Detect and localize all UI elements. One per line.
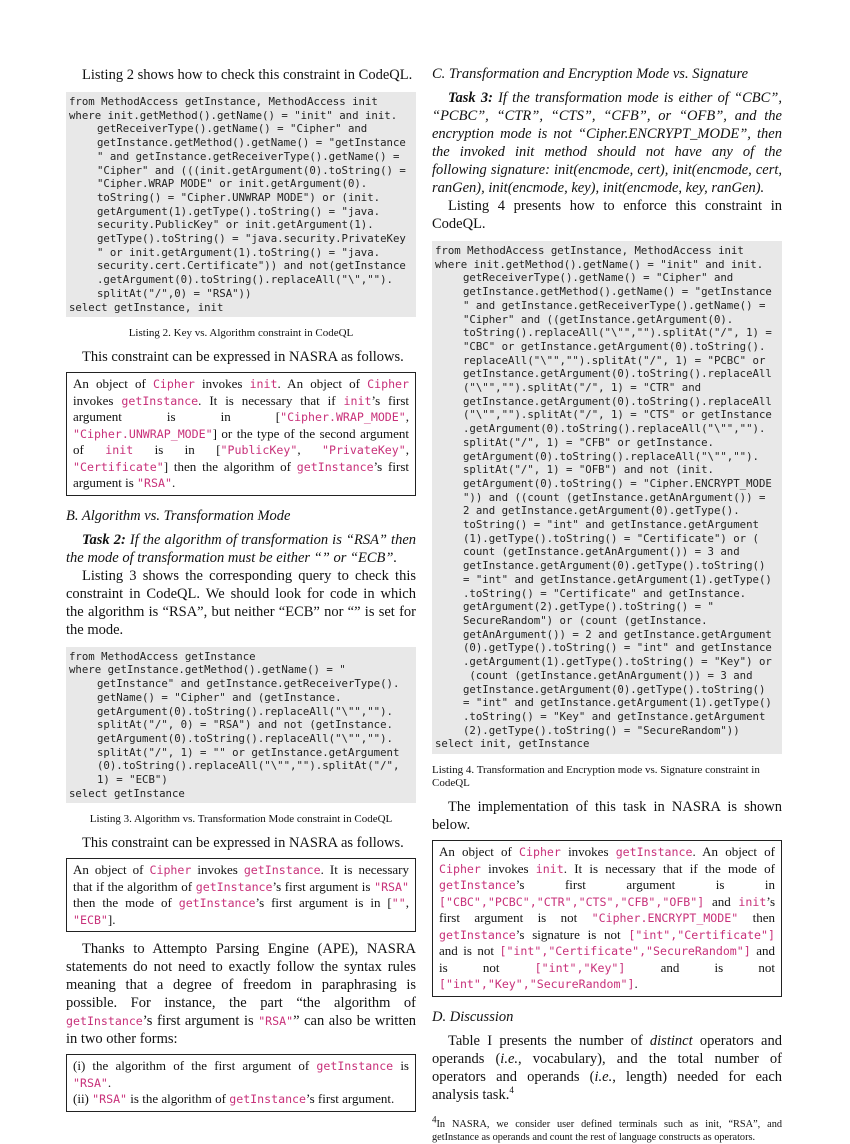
code-term: ["int","Certificate"] xyxy=(628,927,775,942)
text-run: is in [ xyxy=(133,442,221,458)
disc-text-3: , vocabulary), and the total number of operators and operands ( xyxy=(432,1050,782,1085)
disc-ie-2: i.e. xyxy=(594,1068,613,1085)
code-term: "ECB" xyxy=(73,912,108,927)
code-term: "Certificate" xyxy=(73,459,164,474)
listing-4-caption: Listing 4. Transformation and Encryption mode vs. Signature constraint in CodeQL xyxy=(432,764,760,790)
text-run: and is not xyxy=(439,943,500,959)
code-term: ["int","Key","SecureRandom"] xyxy=(439,977,635,992)
text-run: invokes xyxy=(480,860,536,876)
text-run: (ii) xyxy=(73,1091,93,1107)
code-term: "RSA" xyxy=(92,1092,128,1107)
code-line: getArgument(1).getType().toString() = "java. xyxy=(97,204,381,218)
code-term: "Cipher.ENCRYPT_MODE" xyxy=(591,911,739,926)
code-line: getInstance.getArgument(0).toString().replaceAll xyxy=(463,367,772,381)
section-d-heading: D. Discussion xyxy=(432,1008,514,1025)
code-line: getType().toString() = "java.security.PrivateKey xyxy=(97,232,406,246)
text-run: , xyxy=(405,442,409,458)
text-run: and is not xyxy=(439,943,775,975)
code-line: "CBC" or getInstance.getArgument(0).toString(). xyxy=(463,339,766,353)
code-term: "PrivateKey" xyxy=(321,443,406,458)
nasra-expr-intro-2: This constraint can be expressed in NASRA as follows. xyxy=(82,835,404,852)
code-line: select getInstance, init xyxy=(69,300,224,314)
text-run: . xyxy=(634,976,638,992)
left-column xyxy=(66,66,416,1120)
text-run: ’s first argument is in xyxy=(515,877,775,893)
code-line: replaceAll("\"","").splitAt("/", 1) = "PCBC" or xyxy=(463,353,766,367)
implementation-intro: The implementation of this task in NASRA is shown below. xyxy=(432,799,782,834)
section-b-heading: B. Algorithm vs. Transformation Mode xyxy=(66,507,291,524)
listing4-intro: Listing 4 presents how to enforce this constraint in CodeQL. xyxy=(432,198,782,232)
text-run: ’s signature is not xyxy=(515,926,629,942)
code-term: "RSA" xyxy=(73,1075,108,1090)
text-run: , xyxy=(405,409,409,425)
code-term: ["int","Key"] xyxy=(534,960,626,975)
footnote xyxy=(432,1114,782,1144)
code-line: toString().replaceAll("\"","").splitAt("/", 1) = xyxy=(463,326,772,340)
code-term: getInstance xyxy=(615,845,693,860)
code-term: "Cipher.WRAP_MODE" xyxy=(280,410,406,425)
text-run: ’s first argument is in [ xyxy=(73,392,409,425)
code-line: splitAt("/", 0) = "RSA") and not (getInstance. xyxy=(97,718,393,732)
code-term: Cipher xyxy=(439,861,481,876)
code-term: "RSA" xyxy=(137,476,172,491)
disc-text-2: operators and operands ( xyxy=(432,1032,782,1067)
code-line: getInstance.getArgument(0).toString().replaceAll xyxy=(463,394,772,408)
code-line: (2).getType().toString() = "SecureRandom")) xyxy=(463,723,740,737)
code-term: Cipher xyxy=(149,863,192,878)
text-run: is the algorithm of xyxy=(127,1091,230,1107)
code-line: "Cipher" and ((getInstance.getArgument(0). xyxy=(463,312,734,326)
text-run: invokes xyxy=(560,844,616,860)
task-2-label: Task 2: xyxy=(82,531,126,548)
code-term: getInstance xyxy=(316,1059,394,1074)
code-line: "Cipher.WRAP MODE" or init.getArgument(0). xyxy=(97,177,368,191)
listing2-intro: Listing 2 shows how to check this constraint in CodeQL. xyxy=(82,67,413,83)
code-term: ["int","Certificate","SecureRandom"] xyxy=(499,944,751,959)
code-line: where init.getMethod().getName() = "init" and init. xyxy=(435,257,764,271)
code-line: splitAt("/", 1) = "CFB" or getInstance. xyxy=(463,435,714,449)
text-run: (i) the algorithm of the first argument of xyxy=(73,1058,317,1074)
code-line: ("\"","").splitAt("/", 1) = "CTR" and xyxy=(463,381,702,395)
code-line: " and getInstance.getReceiverType().getName() = xyxy=(97,149,400,163)
text-run: An object of xyxy=(73,376,153,392)
code-line: select getInstance xyxy=(69,786,185,800)
listing3-intro: Listing 3 shows the corresponding query to check this constraint in CodeQL. We should look for code in which the algorithm is “RSA”, but neither “ECB” nor “” is set for the mode. xyxy=(66,567,416,638)
text-run: ] or the type of the second argument of xyxy=(73,425,409,458)
code-line: 2 and getInstance.getArgument(0).getType(). xyxy=(463,504,740,518)
footnote-number: 4 xyxy=(432,1114,437,1125)
text-run: invokes xyxy=(73,392,122,408)
text-run: , xyxy=(297,442,322,458)
code-line: from MethodAccess getInstance, MethodAccess init xyxy=(435,244,744,257)
code-term: "RSA" xyxy=(374,879,409,894)
code-line: splitAt("/", 1) = "OFB") and not (init. xyxy=(463,463,714,477)
code-term: getInstance xyxy=(178,896,256,911)
nasra-expr-intro-1: This constraint can be expressed in NASRA as follows. xyxy=(82,349,404,366)
code-term: getInstance xyxy=(296,459,374,474)
nasra-box-1 xyxy=(66,372,416,496)
text-run: ” can also be written in two other forms: xyxy=(66,1013,416,1048)
code-line: = "int" and getInstance.getArgument(1).getType() xyxy=(463,572,772,586)
discussion-paragraph xyxy=(432,1032,782,1104)
text-run: invokes xyxy=(191,862,244,878)
code-line: 1) = "ECB") xyxy=(97,773,168,787)
code-line: (1).getType().toString() = "Certificate") or ( xyxy=(463,531,759,545)
code-term: getInstance xyxy=(243,863,321,878)
code-line: getArgument(0).toString().replaceAll("\"",""). xyxy=(463,449,759,463)
code-term: getInstance xyxy=(229,1092,307,1107)
code-line: security.cert.Certificate")) and not(getInstance xyxy=(97,259,406,273)
code-term: "RSA" xyxy=(258,1014,294,1029)
text-run: and is not xyxy=(625,959,775,975)
code-term: init xyxy=(343,393,372,408)
code-term: init xyxy=(535,861,564,876)
code-line: .toString() = "Certificate" and getInstance. xyxy=(463,586,747,600)
code-line: .getArgument(1).getType().toString() = "Key") or xyxy=(463,655,772,669)
text-run: , xyxy=(405,895,409,911)
text-run: is xyxy=(393,1058,409,1074)
code-line: where init.getMethod().getName() = "init" and init. xyxy=(69,108,398,122)
listing-3-caption: Listing 3. Algorithm vs. Transformation Mode constraint in CodeQL xyxy=(89,813,393,826)
code-line: select init, getInstance xyxy=(435,737,590,751)
code-term: getInstance xyxy=(66,1014,143,1029)
code-line: count (getInstance.getAnArgument()) = 3 and xyxy=(463,545,740,559)
code-term: Cipher xyxy=(519,845,561,860)
text-run: ’s first argument is not xyxy=(439,893,775,926)
code-term: init xyxy=(249,377,278,392)
text-run: . xyxy=(171,475,176,491)
text-run: . It is necessary that if the mode of xyxy=(563,860,775,876)
footnote-text: In NASRA, we consider user defined terminals such as init, “RSA”, and getInstance as operands and count the rest of language constructs as operators. xyxy=(432,1118,782,1143)
code-line: getInstance.getMethod().getName() = "getInstance xyxy=(463,285,772,299)
footnote-mark: 4 xyxy=(509,1084,514,1095)
text-run: An object of xyxy=(73,862,150,878)
code-line: .getArgument(0).toString().replaceAll("\"",""). xyxy=(463,422,766,436)
code-line: getArgument(0).toString() = "Cipher.ENCRYPT_MODE xyxy=(463,476,772,490)
text-run: ]. xyxy=(107,911,116,927)
text-run: ’s first argument is in [ xyxy=(255,895,392,911)
code-line: getReceiverType().getName() = "Cipher" and xyxy=(97,122,368,136)
text-run: . An object of xyxy=(692,844,775,860)
code-line: getInstance" and getInstance.getReceiverType(). xyxy=(97,677,400,691)
code-line: getArgument(2).getType().toString() = " xyxy=(463,600,714,614)
code-term: init xyxy=(105,443,134,458)
disc-em: distinct xyxy=(649,1032,693,1049)
text-run: . It is necessary that if xyxy=(198,392,344,408)
right-column xyxy=(432,66,782,1144)
text-run: An object of xyxy=(439,844,519,860)
code-term: "Cipher.UNWRAP_MODE" xyxy=(73,426,213,441)
text-run: ’s first argument is xyxy=(73,458,409,491)
text-run: ’s first argument is xyxy=(272,878,375,894)
section-c-heading: C. Transformation and Encryption Mode vs. Signature xyxy=(432,66,749,82)
task-3-text: If the transformation mode is either of “CBC”, “PCBC”, “CTR”, “CTS”, “CFB”, or “OFB”, and the encryption mode is not “Cipher.ENCRYPT_MODE”, then the invoked init method should not have any of the following signature: init(encmode, cert), init(encmode, cert, ranGen), init(encmode, key), init(encmode, key, ranGen). xyxy=(432,90,783,196)
code-term: Cipher xyxy=(152,377,195,392)
code-term: ["CBC","PCBC","CTR","CTS","CFB","OFB"] xyxy=(439,894,705,909)
ape-paragraph xyxy=(66,940,416,1048)
code-line: = "int" and getInstance.getArgument(1).getType() xyxy=(463,696,772,710)
code-line: ")) and ((count (getInstance.getAnArgument()) = xyxy=(463,490,766,504)
code-line: " and getInstance.getReceiverType().getName() = xyxy=(463,298,766,312)
text-run: . xyxy=(107,1074,112,1090)
code-line: getReceiverType().getName() = "Cipher" and xyxy=(463,271,734,285)
text-run: ’s first argument. xyxy=(306,1091,395,1107)
code-line: ("\"","").splitAt("/", 1) = "CTS" or getInstance xyxy=(463,408,772,422)
text-run: . An object of xyxy=(277,376,368,392)
text-run: then xyxy=(738,910,775,926)
code-line: security.PublicKey" or init.getArgument(1). xyxy=(97,218,374,232)
nasra-box-2 xyxy=(66,858,416,932)
code-term: Cipher xyxy=(367,377,410,392)
box3-line-1 xyxy=(73,1058,409,1091)
code-line: splitAt("/",0) = "RSA")) xyxy=(97,286,252,300)
nasra-box-3 xyxy=(66,1054,416,1112)
text-run: Thanks to Attempto Parsing Engine (APE), NASRA statements do not need to exactly follow the syntax rules meaning that a degree of freedom in paraphrasing is possible. For instance, the part “the algorithm of xyxy=(66,941,416,1012)
code-line: .toString() = "Key" and getInstance.getArgument xyxy=(463,709,766,723)
listing-3-code xyxy=(66,647,416,804)
text-run: then the mode of xyxy=(73,895,179,911)
code-line: toString() = "int" and getInstance.getArgument xyxy=(463,518,759,532)
code-line: .getArgument(0).toString().replaceAll("\",""). xyxy=(97,273,393,287)
task-2-text: If the algorithm of transformation is “RSA” then the mode of transformation must be either “” or “ECB”. xyxy=(66,531,417,566)
code-line: getInstance.getArgument(0).getType().toString() xyxy=(463,559,766,573)
code-term: "" xyxy=(391,896,406,911)
listing-2-code xyxy=(66,92,416,317)
code-term: getInstance xyxy=(195,879,273,894)
code-line: toString() = "Cipher.UNWRAP MODE") or (init. xyxy=(97,190,381,204)
code-term: getInstance xyxy=(121,393,199,408)
code-line: (0).toString().replaceAll("\"","").splitAt("/", xyxy=(97,759,400,773)
text-run: ’s first argument is xyxy=(142,1013,259,1030)
disc-ie-1: i.e. xyxy=(500,1050,519,1067)
text-run: and xyxy=(704,893,739,909)
task-3 xyxy=(432,89,782,197)
code-line: getAnArgument()) = 2 and getInstance.getArgument xyxy=(463,627,772,641)
text-run: ] then the algorithm of xyxy=(163,458,297,474)
code-term: "PublicKey" xyxy=(220,443,298,458)
code-line: getName() = "Cipher" and (getInstance. xyxy=(97,690,342,704)
code-line: where getInstance.getMethod().getName() = " xyxy=(69,663,346,677)
disc-text-4: , length) needed for each analysis task. xyxy=(432,1068,783,1103)
text-run: . It is necessary that if the algorithm of xyxy=(73,862,409,894)
code-line: from MethodAccess getInstance, MethodAccess init xyxy=(69,95,378,108)
code-line: SecureRandom") or (count (getInstance. xyxy=(463,613,708,627)
code-line: getArgument(0).toString().replaceAll("\"",""). xyxy=(97,704,393,718)
code-line: getInstance.getArgument(0).getType().toString() xyxy=(463,682,766,696)
code-line: " or init.getArgument(1).toString() = "java. xyxy=(97,245,381,259)
task-3-label: Task 3: xyxy=(448,90,493,106)
code-line: from MethodAccess getInstance xyxy=(69,649,256,663)
code-term: getInstance xyxy=(439,878,516,893)
code-line: splitAt("/", 1) = "" or getInstance.getArgument xyxy=(97,745,400,759)
code-line: getArgument(0).toString().replaceAll("\"",""). xyxy=(97,731,393,745)
listing-4-code xyxy=(432,241,782,754)
code-line: (count (getInstance.getAnArgument()) = 3 and xyxy=(463,668,753,682)
text-run: invokes xyxy=(194,376,250,392)
listing-2-caption: Listing 2. Key vs. Algorithm constraint in CodeQL xyxy=(128,327,354,340)
code-line: (0).getType().toString() = "int" and getInstance xyxy=(463,641,772,655)
disc-text-1: Table I presents the number of xyxy=(448,1032,650,1049)
nasra-box-4 xyxy=(432,840,782,997)
task-2 xyxy=(66,531,416,567)
code-term: getInstance xyxy=(439,927,516,942)
code-term: init xyxy=(738,894,767,909)
code-line: getInstance.getMethod().getName() = "getInstance xyxy=(97,136,406,150)
code-line: "Cipher" and (((init.getArgument(0).toString() = xyxy=(97,163,406,177)
